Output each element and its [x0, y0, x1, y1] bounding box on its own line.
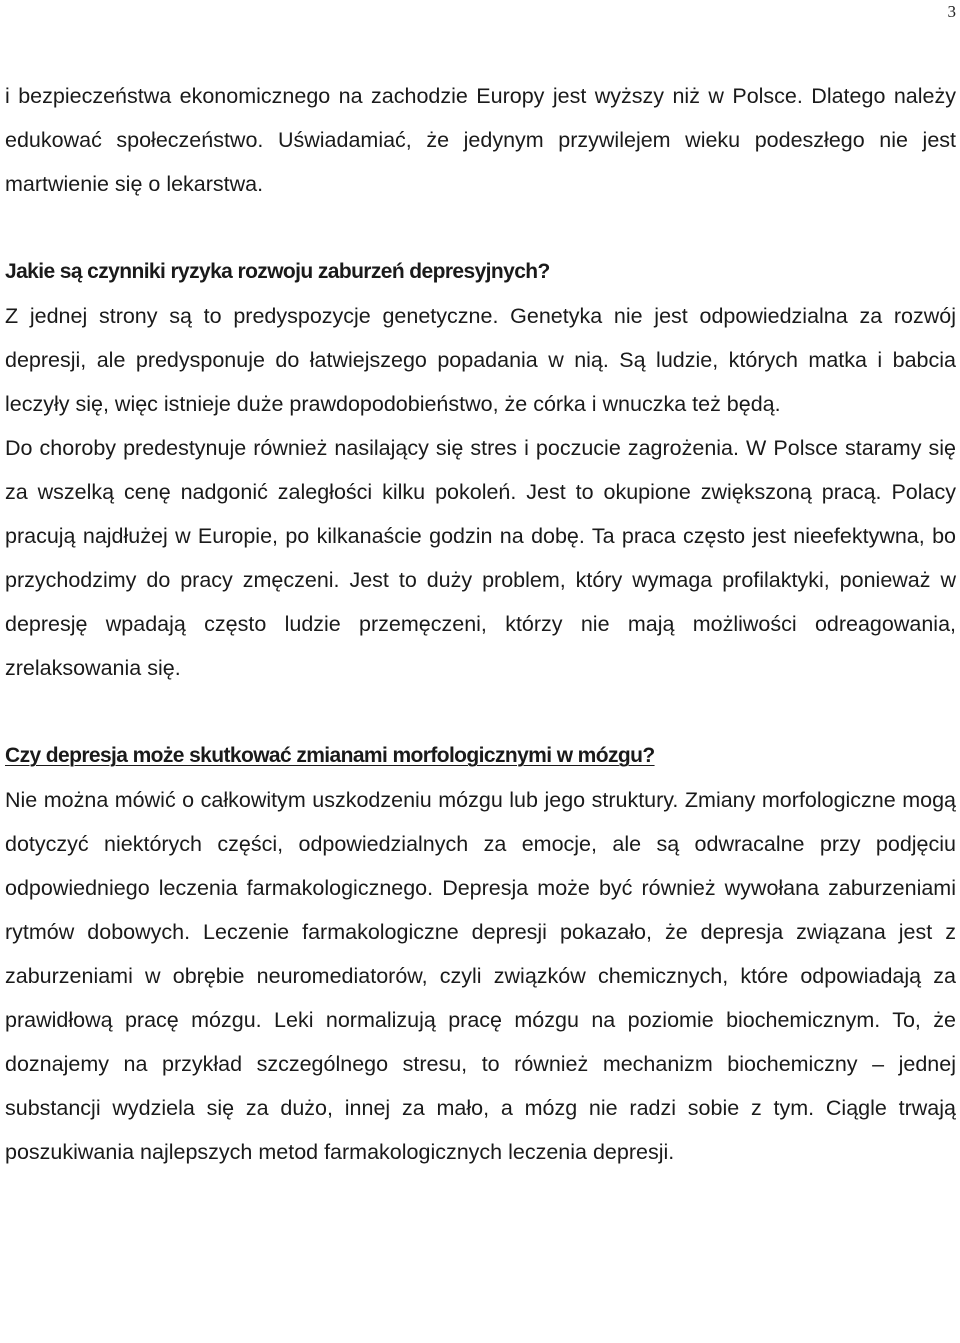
section-spacer	[5, 690, 956, 734]
risk-factors-paragraph-genetics: Z jednej strony są to predyspozycje genetyczne. Genetyka nie jest odpowiedzialna za rozwój depresji, ale predysponuje do łatwiejszego popadania w nią. Są ludzie, których matka i babcia leczyły się, więc istnieje duże prawdopodobieństwo, że córka i wnuczka też będą.	[5, 304, 956, 416]
page-number: 3	[947, 2, 956, 21]
intro-paragraph: i bezpieczeństwa ekonomicznego na zachodzie Europy jest wyższy niż w Polsce. Dlatego należy edukować społeczeństwo. Uświadamiać, że jedynym przywilejem wieku podeszłego nie jest martwienie się o lekarstwa.	[5, 84, 956, 196]
section-heading-morphological-changes: Czy depresja może skutkować zmianami morfologicznymi w mózgu?	[5, 744, 655, 767]
morphological-changes-paragraph: Nie można mówić o całkowitym uszkodzeniu mózgu lub jego struktury. Zmiany morfologiczne mogą dotyczyć niektórych części, odpowiedzialnych za emocje, ale są odwracalne przy podjęciu odpowiedniego leczenia farmakologicznego. Depresja może być również wywołana zaburzeniami rytmów dobowych. Leczenie farmakologiczne depresji pokazało, że depresja związana jest z zaburzeniami w obrębie neuromediatorów, czyli związków chemicznych, które odpowiadają za prawidłową pracę mózgu. Leki normalizują pracę mózgu na poziomie biochemicznym. To, że doznajemy na przykład szczególnego stresu, to również mechanizm biochemiczny – jednej substancji wydziela się za dużo, innej za mało, a mózg nie radzi sobie z tym. Ciągle trwają poszukiwania najlepszych metod farmakologicznych leczenia depresji.	[5, 788, 956, 1164]
section-heading-risk-factors: Jakie są czynniki ryzyka rozwoju zaburzeń depresyjnych?	[5, 260, 550, 283]
risk-factors-paragraph-stress: Do choroby predestynuje również nasilający się stres i poczucie zagrożenia. W Polsce staramy się za wszelką cenę nadgonić zaległości kilku pokoleń. Jest to okupione zwiększoną pracą. Polacy pracują najdłużej w Europie, po kilkanaście godzin na dobę. Ta praca często jest nieefektywna, bo przychodzimy do pracy zmęczeni. Jest to duży problem, który wymaga profilaktyki, ponieważ w depresję wpadają często ludzie przemęczeni, którzy nie mają możliwości odreagowania, zrelaksowania się.	[5, 436, 956, 680]
section-spacer	[5, 206, 956, 250]
document-body	[5, 74, 956, 1174]
